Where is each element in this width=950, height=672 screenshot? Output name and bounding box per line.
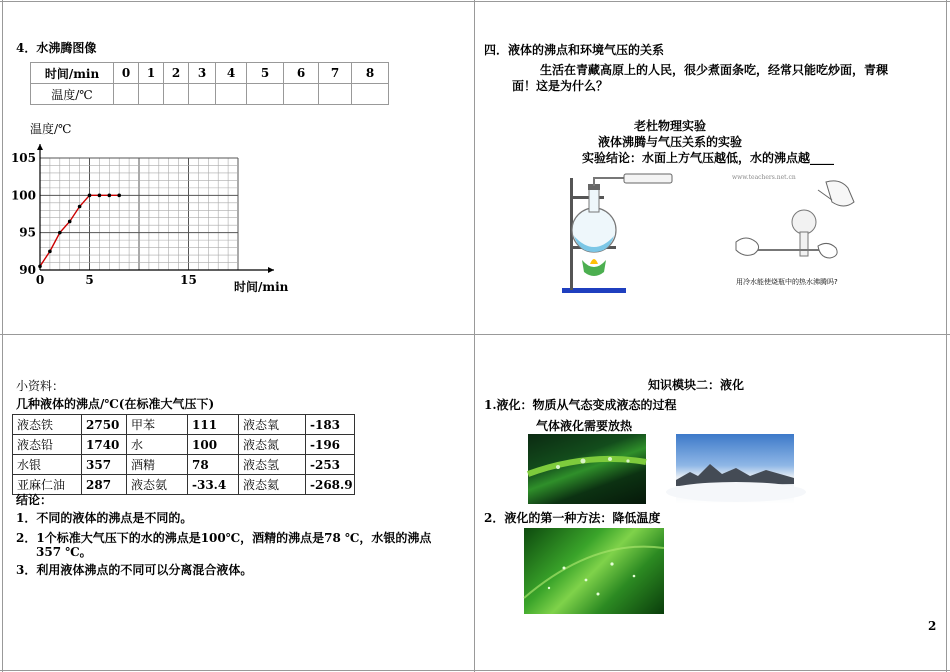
table-row — [13, 415, 355, 435]
data-point — [48, 250, 52, 254]
table-cell: 水 — [127, 435, 188, 455]
table-cell: 温度/℃ — [31, 84, 114, 105]
chart-y-axis-label: 温度/℃ — [30, 122, 72, 136]
conclusion-point-1: 1．不同的液体的沸点是不同的。 — [16, 511, 193, 525]
y-axis-arrow — [37, 144, 43, 150]
flask-hands-illustration — [726, 176, 864, 280]
x-axis-arrow — [268, 267, 274, 273]
table-cell: 液态铅 — [13, 435, 82, 455]
data-point — [68, 220, 72, 224]
data-point — [58, 231, 62, 235]
table-cell: -253 — [306, 455, 355, 475]
table-cell: -183 — [306, 415, 355, 435]
table-header-row — [31, 63, 389, 84]
dew-on-leaf-photo — [528, 434, 646, 504]
table-row — [31, 84, 389, 105]
liquefaction-method-1: 2．液化的第一种方法：降低温度 — [484, 511, 661, 525]
table-cell: -268.9 — [306, 475, 355, 495]
table-cell: 时间/min — [31, 63, 114, 84]
experiment-title: 老杜物理实验 — [633, 119, 706, 133]
paragraph-line: 面！这是为什么？ — [512, 79, 609, 93]
mountain-fog-photo — [676, 434, 794, 504]
data-point — [38, 264, 42, 268]
data-point — [108, 194, 112, 198]
experiment-subtitle: 液体沸腾与气压关系的实验 — [597, 135, 742, 149]
boiling-points-title: 几种液体的沸点/℃(在标准大气压下) — [16, 397, 215, 411]
table-cell: 3 — [189, 63, 216, 84]
section-heading-liquefaction: 知识模块二：液化 — [648, 378, 745, 392]
table-cell: 液态氨 — [127, 475, 188, 495]
data-point — [117, 194, 121, 198]
liquefaction-note: 气体液化需要放热 — [536, 419, 633, 433]
dew-drops-illustration — [528, 434, 646, 504]
table-cell: 357 — [82, 455, 127, 475]
table-cell: 水银 — [13, 455, 82, 475]
table-cell: 1 — [139, 63, 164, 84]
chart-grid — [40, 158, 238, 270]
table-cell: -33.4 — [188, 475, 239, 495]
table-cell: 亚麻仁油 — [13, 475, 82, 495]
table-cell: 78 — [188, 455, 239, 475]
table-cell — [247, 84, 284, 105]
section-heading-pressure: 四．液体的沸点和环境气压的关系 — [484, 43, 665, 57]
data-point — [78, 205, 82, 209]
table-row — [13, 435, 355, 455]
table-cell: 7 — [319, 63, 352, 84]
y-tick-label: 100 — [10, 188, 36, 203]
leaf-drops-illustration — [524, 528, 664, 614]
table-cell: 甲苯 — [127, 415, 188, 435]
table-cell: 0 — [114, 63, 139, 84]
image-caption: 用冷水能使烧瓶中的热水沸腾吗? — [736, 278, 838, 286]
y-tick-label: 105 — [10, 151, 36, 165]
table-row — [13, 455, 355, 475]
table-cell — [189, 84, 216, 105]
data-point — [88, 194, 92, 198]
section-heading-boiling-graph: 4．水沸腾图像 — [16, 41, 97, 55]
conclusion-label: 结论： — [16, 493, 53, 507]
table-cell — [352, 84, 389, 105]
table-cell: 液态氧 — [239, 415, 306, 435]
experiment-conclusion: 实验结论：水面上方气压越低，水的沸点越____ — [582, 151, 835, 165]
page-number: 2 — [928, 619, 937, 633]
x-tick-label: 15 — [180, 273, 197, 287]
table-cell — [139, 84, 164, 105]
table-cell: 2 — [164, 63, 189, 84]
table-cell: -196 — [306, 435, 355, 455]
x-tick-label: 0 — [35, 273, 45, 287]
table-cell: 液态氦 — [239, 475, 306, 495]
table-cell: 酒精 — [127, 455, 188, 475]
boiling-temperature-chart — [10, 140, 300, 300]
time-temperature-table — [30, 62, 389, 105]
flask-apparatus-illustration — [554, 168, 684, 296]
y-tick-label: 95 — [19, 225, 36, 240]
table-cell: 5 — [247, 63, 284, 84]
table-cell: 液态氢 — [239, 455, 306, 475]
table-cell: 6 — [284, 63, 319, 84]
conclusion-point-2: 2．1个标准大气压下的水的沸点是100℃，酒精的沸点是78 ℃，水银的沸点 — [16, 531, 432, 545]
mountain-silhouette — [676, 434, 794, 504]
conclusion-point-2-cont: 357 ℃。 — [36, 545, 92, 559]
image-watermark-url: www.teachers.net.cn — [732, 174, 796, 181]
table-cell: 液态氮 — [239, 435, 306, 455]
table-cell — [284, 84, 319, 105]
chart-x-axis-label: 时间/min — [234, 280, 289, 294]
table-cell: 4 — [216, 63, 247, 84]
table-cell: 液态铁 — [13, 415, 82, 435]
table-cell: 287 — [82, 475, 127, 495]
table-cell: 8 — [352, 63, 389, 84]
y-tick-label: 90 — [19, 263, 36, 277]
conclusion-point-3: 3．利用液体沸点的不同可以分离混合液体。 — [16, 563, 253, 577]
leaf-water-drops-photo — [524, 528, 664, 614]
table-cell — [216, 84, 247, 105]
table-cell — [319, 84, 352, 105]
section-heading-info: 小资料： — [16, 379, 65, 393]
boiling-points-table — [12, 414, 355, 495]
x-tick-label: 5 — [85, 273, 94, 287]
paragraph-line: 生活在青藏高原上的人民，很少煮面条吃，经常只能吃炒面，青稞 — [540, 63, 889, 77]
table-cell — [114, 84, 139, 105]
table-cell: 111 — [188, 415, 239, 435]
table-cell: 100 — [188, 435, 239, 455]
table-cell: 2750 — [82, 415, 127, 435]
table-cell — [164, 84, 189, 105]
table-cell: 1740 — [82, 435, 127, 455]
liquefaction-definition: 1.液化：物质从气态变成液态的过程 — [484, 398, 677, 412]
data-point — [98, 194, 102, 198]
table-row — [13, 475, 355, 495]
cold-water-experiment-image — [726, 170, 864, 292]
